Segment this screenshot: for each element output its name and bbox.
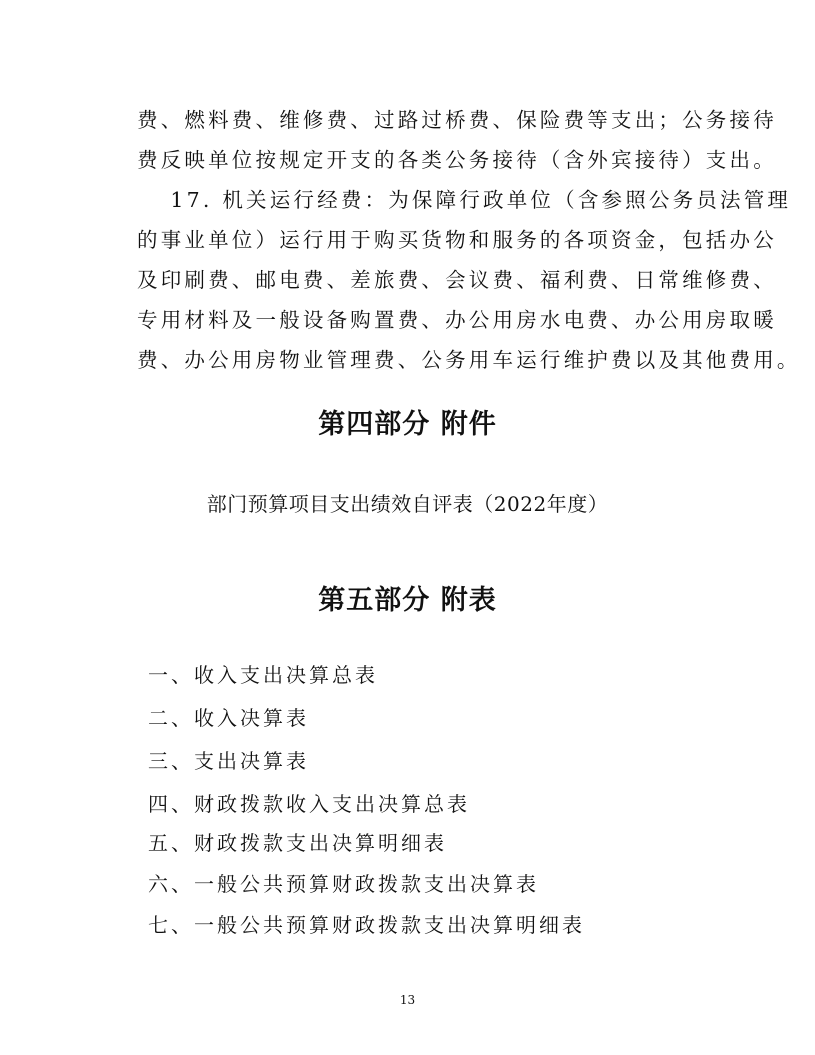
body-line-1: 费、燃料费、维修费、过路过桥费、保险费等支出；公务接待 [137, 108, 777, 132]
attachment-title: 部门预算项目支出绩效自评表（2022年度） [206, 492, 609, 516]
schedule-item-4: 四、财政拨款收入支出决算总表 [148, 792, 470, 816]
body-line-7: 费、办公用房物业管理费、公务用车运行维护费以及其他费用。 [137, 348, 801, 372]
schedule-item-3: 三、支出决算表 [148, 749, 309, 773]
body-line-2: 费反映单位按规定开支的各类公务接待（含外宾接待）支出。 [137, 148, 777, 172]
section-4-heading: 第四部分 附件 [318, 409, 497, 440]
schedule-item-2: 二、收入决算表 [148, 706, 309, 730]
schedule-item-6: 六、一般公共预算财政拨款支出决算表 [148, 872, 539, 896]
body-line-4: 的事业单位）运行用于购买货物和服务的各项资金，包括办公 [137, 228, 777, 252]
schedule-item-1: 一、收入支出决算总表 [148, 663, 378, 687]
body-line-6: 专用材料及一般设备购置费、办公用房水电费、办公用房取暖 [137, 308, 777, 332]
schedule-item-5: 五、财政拨款支出决算明细表 [148, 831, 447, 855]
section-5-heading: 第五部分 附表 [318, 585, 497, 616]
page-number: 13 [399, 993, 416, 1007]
body-line-3: 17. 机关运行经费：为保障行政单位（含参照公务员法管理 [137, 188, 792, 212]
schedule-item-7: 七、一般公共预算财政拨款支出决算明细表 [148, 913, 585, 937]
body-line-5: 及印刷费、邮电费、差旅费、会议费、福利费、日常维修费、 [137, 268, 777, 292]
